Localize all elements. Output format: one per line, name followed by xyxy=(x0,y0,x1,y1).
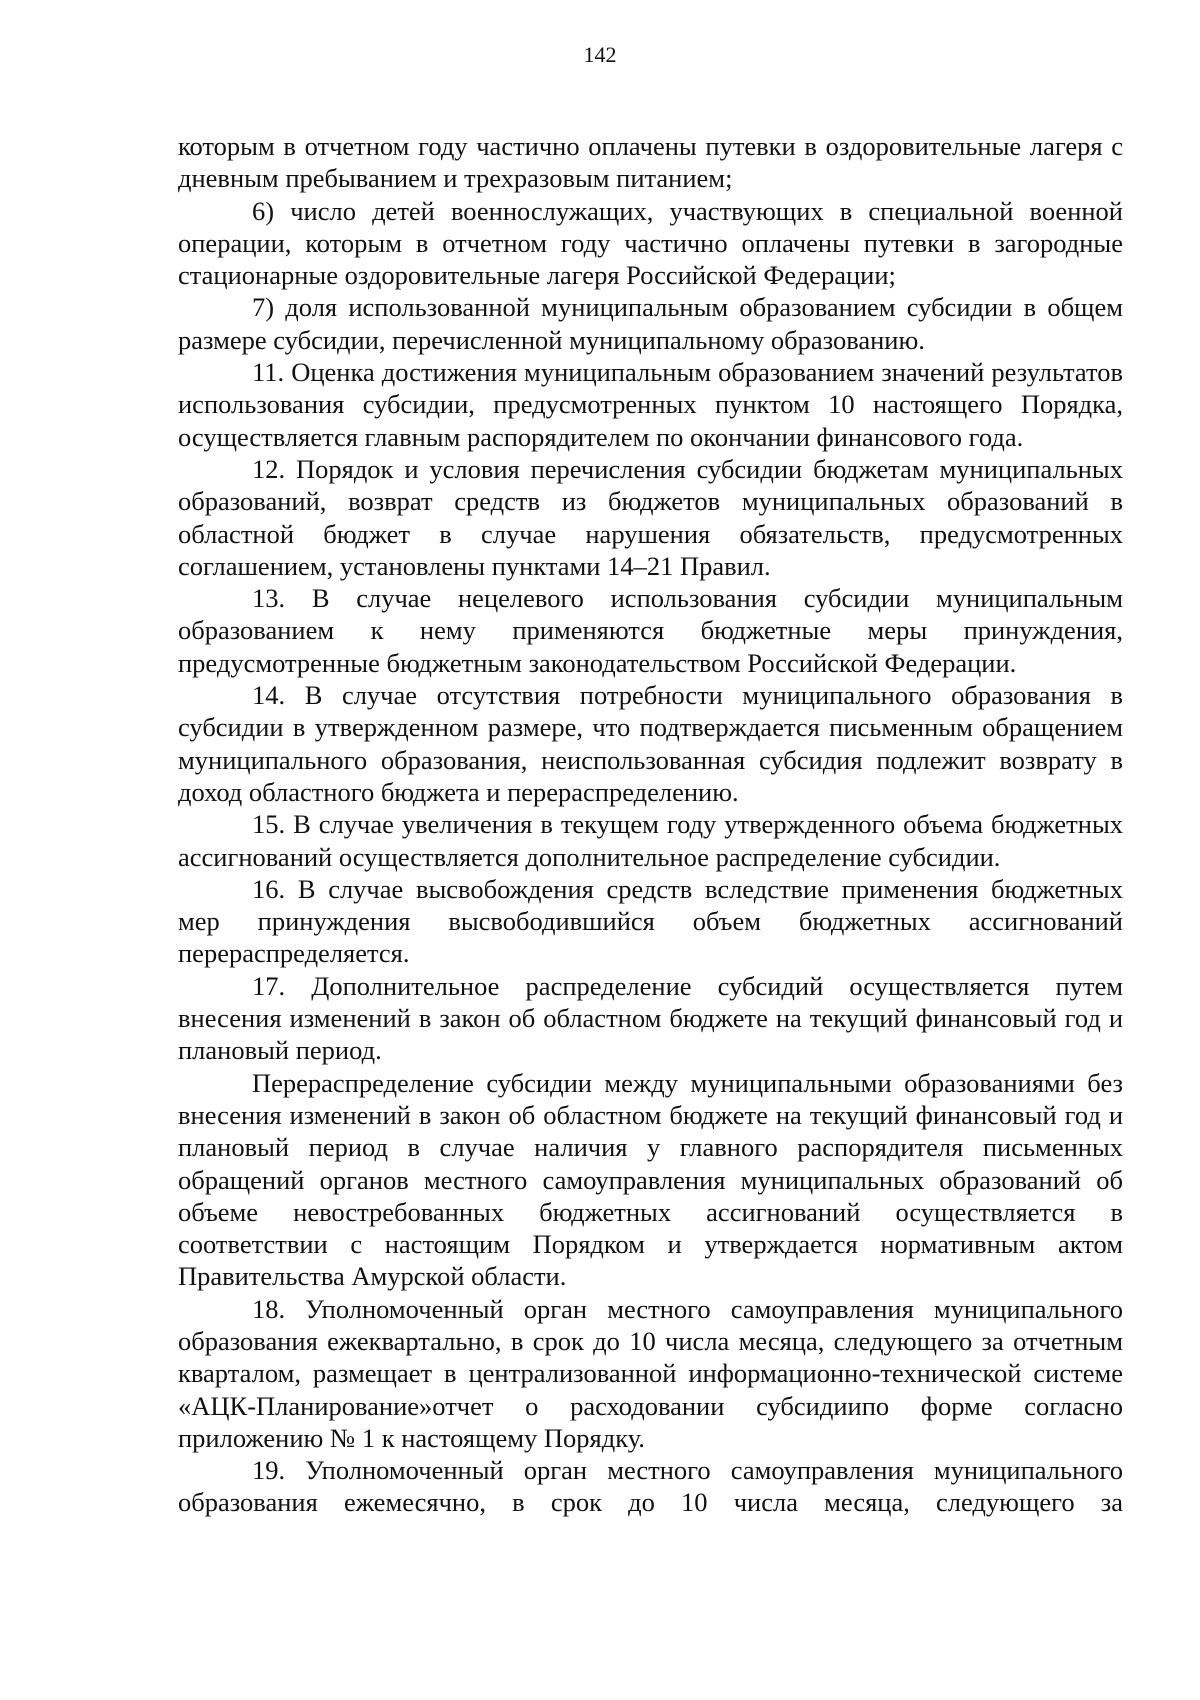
paragraph: 6) число детей военнослужащих, участвующих в специальной военной операции, которым в отчетном году частично оплачены путевки в загородные стационарные оздоровительные лагеря Российской Федерации; xyxy=(178,195,1123,291)
paragraph: 16. В случае высвобождения средств вследствие применения бюджетных мер принуждения высвободившийся объем бюджетных ассигнований перераспределяется. xyxy=(178,873,1123,969)
paragraph: 11. Оценка достижения муниципальным образованием значений результатов использования субсидии, предусмотренных пунктом 10 настоящего Порядка, осуществляется главным распорядителем по окончании финансового года. xyxy=(178,357,1123,452)
paragraph: Перераспределение субсидии между муниципальными образованиями без внесения изменений в закон об областном бюджете на текущий финансовый год и плановый период в случае наличия у главного распорядителя письменных обращений органов местного самоуправления муниципальных образований об объеме невостребованных бюджетных ассигнований осуществляется в соответствии с настоящим Порядком и утверждается нормативным актом Правительства Амурской области. xyxy=(178,1067,1123,1292)
paragraph: 12. Порядок и условия перечисления субсидии бюджетам муниципальных образований, возврат средств из бюджетов муниципальных образований в областной бюджет в случае нарушения обязательств, предусмотренных соглашением, установлены пунктами 14–21 Правил. xyxy=(178,453,1123,581)
document-text xyxy=(178,130,1123,1519)
paragraph: 13. В случае нецелевого использования субсидии муниципальным образованием к нему применяются бюджетные меры принуждения, предусмотренные бюджетным законодательством Российской Федерации. xyxy=(178,583,1123,678)
paragraph: которым в отчетном году частично оплачены путевки в оздоровительные лагеря с дневным пребыванием и трехразовым питанием; xyxy=(178,131,1123,194)
paragraph: 14. В случае отсутствия потребности муниципального образования в субсидии в утвержденном размере, что подтверждается письменным обращением муниципального образования, неиспользованная субсидия подлежит возврату в доход областного бюджета и перераспределению. xyxy=(178,680,1123,807)
page-number: 142 xyxy=(583,42,617,67)
paragraph: 7) доля использованной муниципальным образованием субсидии в общем размере субсидии, перечисленной муниципальному образованию. xyxy=(178,292,1123,355)
paragraph: 17. Дополнительное распределение субсидий осуществляется путем внесения изменений в закон об областном бюджете на текущий финансовый год и плановый период. xyxy=(178,970,1123,1066)
paragraph: 15. В случае увеличения в текущем году утвержденного объема бюджетных ассигнований осуществляется дополнительное распределение субсидии. xyxy=(178,809,1123,872)
paragraph: 19. Уполномоченный орган местного самоуправления муниципального образования ежемесячно, в срок до 10 числа месяца, следующего за xyxy=(178,1455,1123,1518)
paragraph: 18. Уполномоченный орган местного самоуправления муниципального образования ежеквартально, в срок до 10 числа месяца, следующего за отчетным кварталом, размещает в централизованной информационно-технической системе «АЦК-Планирование»отчет о расходовании субсидиипо форме согласно приложению № 1 к настоящему Порядку. xyxy=(178,1293,1123,1453)
